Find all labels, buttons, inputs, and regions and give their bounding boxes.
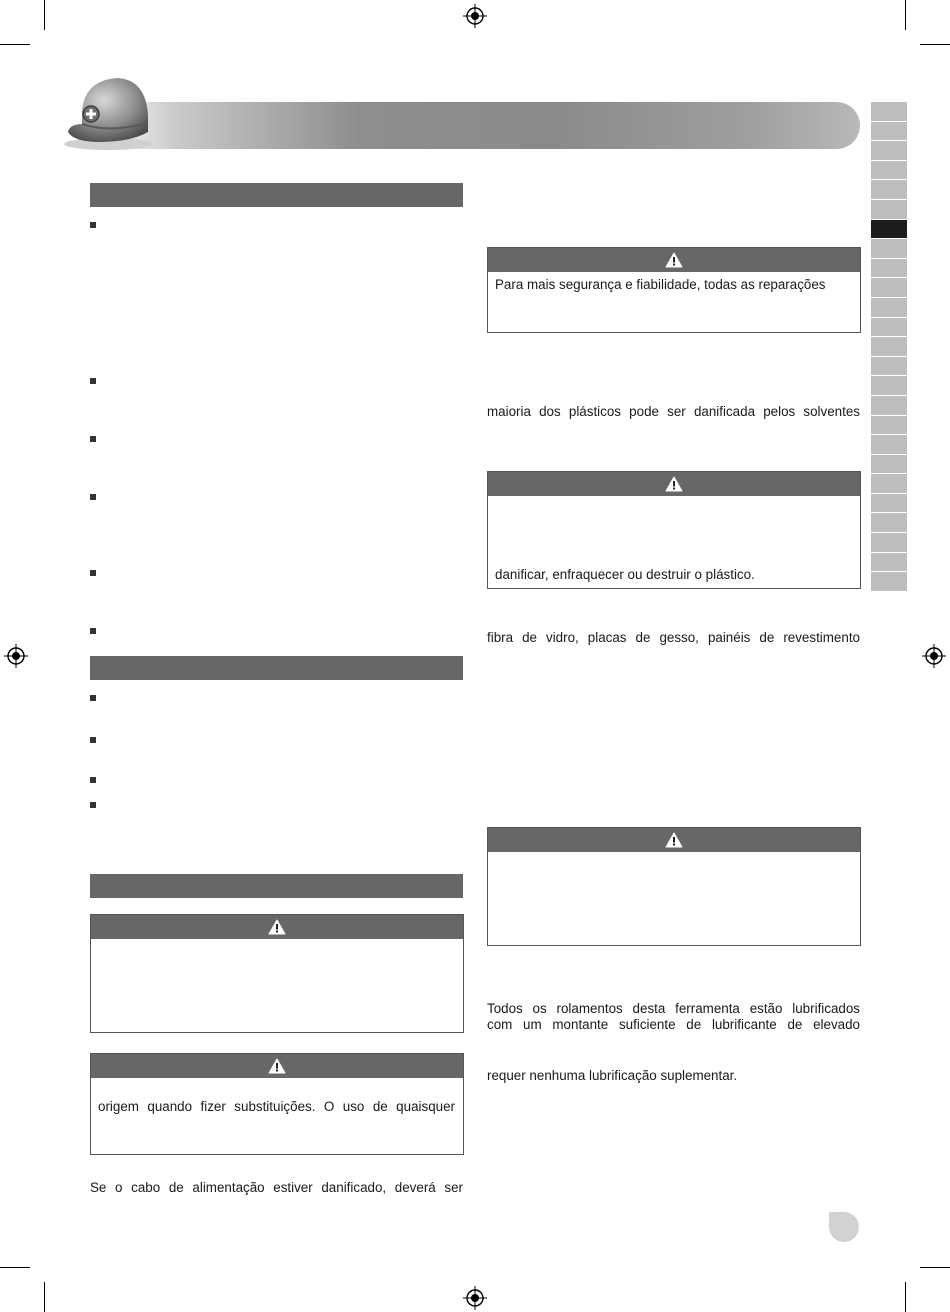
warning-triangle-icon [665, 476, 683, 492]
language-tab[interactable] [871, 259, 907, 279]
language-tab[interactable] [871, 239, 907, 259]
plastics-paragraph-line: maioria dos plásticos pode ser danificada pelos solventes [487, 404, 860, 419]
crop-mark [44, 1282, 45, 1312]
language-tab[interactable] [871, 435, 907, 455]
language-tab-active[interactable] [871, 220, 907, 240]
bullet [90, 570, 96, 576]
language-tab[interactable] [871, 513, 907, 533]
crop-mark [905, 0, 906, 30]
bullet [90, 378, 96, 384]
bullet [90, 222, 96, 228]
language-tab[interactable] [871, 180, 907, 200]
warning-repair-text: Para mais segurança e fiabilidade, todas as reparações [495, 277, 826, 292]
page-number-tab [829, 1212, 859, 1242]
bullet [90, 436, 96, 442]
warning-plastic-text: danificar, enfraquecer ou destruir o plástico. [495, 567, 755, 582]
language-tab[interactable] [871, 396, 907, 416]
language-tab-strip [871, 102, 907, 592]
language-tab[interactable] [871, 298, 907, 318]
language-tab[interactable] [871, 122, 907, 142]
language-tab[interactable] [871, 474, 907, 494]
language-tab[interactable] [871, 416, 907, 436]
crop-mark [0, 1267, 30, 1268]
language-tab[interactable] [871, 455, 907, 475]
bullet [90, 802, 96, 808]
registration-mark-icon [4, 644, 28, 668]
language-tab[interactable] [871, 278, 907, 298]
section-header-bar [90, 183, 463, 207]
language-tab[interactable] [871, 141, 907, 161]
language-tab[interactable] [871, 494, 907, 514]
header-banner [88, 102, 860, 149]
language-tab[interactable] [871, 553, 907, 573]
warning-header [488, 248, 860, 272]
warning-header [488, 828, 860, 852]
safety-helmet-icon [60, 72, 160, 152]
bearings-paragraph-line: Todos os rolamentos desta ferramenta estão lubrificados [487, 1001, 860, 1016]
warning-header [91, 915, 463, 939]
warning-header [91, 1054, 463, 1078]
crop-mark [905, 1282, 906, 1312]
bullet [90, 494, 96, 500]
language-tab[interactable] [871, 102, 907, 122]
bullet [90, 695, 96, 701]
language-tab[interactable] [871, 357, 907, 377]
language-tab[interactable] [871, 200, 907, 220]
registration-mark-icon [463, 4, 487, 28]
warning-triangle-icon [665, 832, 683, 848]
crop-mark [920, 44, 950, 45]
language-tab[interactable] [871, 161, 907, 181]
crop-mark [44, 0, 45, 30]
language-tab[interactable] [871, 337, 907, 357]
crop-mark [920, 1267, 950, 1268]
language-tab[interactable] [871, 533, 907, 553]
bearings-paragraph-line: com um montante suficiente de lubrificante de elevado [487, 1017, 860, 1032]
cable-paragraph-line: Se o cabo de alimentação estiver danificado, deverá ser [90, 1180, 463, 1195]
language-tab[interactable] [871, 376, 907, 396]
bearings-paragraph-line: requer nenhuma lubrificação suplementar. [487, 1068, 738, 1083]
warning-box [487, 827, 861, 946]
crop-mark [0, 44, 30, 45]
section-header-bar [90, 656, 463, 680]
warning-box [90, 914, 464, 1033]
language-tab[interactable] [871, 572, 907, 592]
bullet [90, 628, 96, 634]
registration-mark-icon [463, 1286, 487, 1310]
warning-triangle-icon [268, 919, 286, 935]
warning-header [488, 472, 860, 496]
fiberglass-paragraph-line: fibra de vidro, placas de gesso, painéis de revestimento [487, 630, 860, 645]
section-header-bar [90, 874, 463, 898]
bullet [90, 777, 96, 783]
registration-mark-icon [922, 644, 946, 668]
warning-parts-text: origem quando fizer substituições. O uso de quaisquer [98, 1099, 455, 1114]
warning-triangle-icon [268, 1058, 286, 1074]
warning-triangle-icon [665, 252, 683, 268]
language-tab[interactable] [871, 318, 907, 338]
bullet [90, 737, 96, 743]
